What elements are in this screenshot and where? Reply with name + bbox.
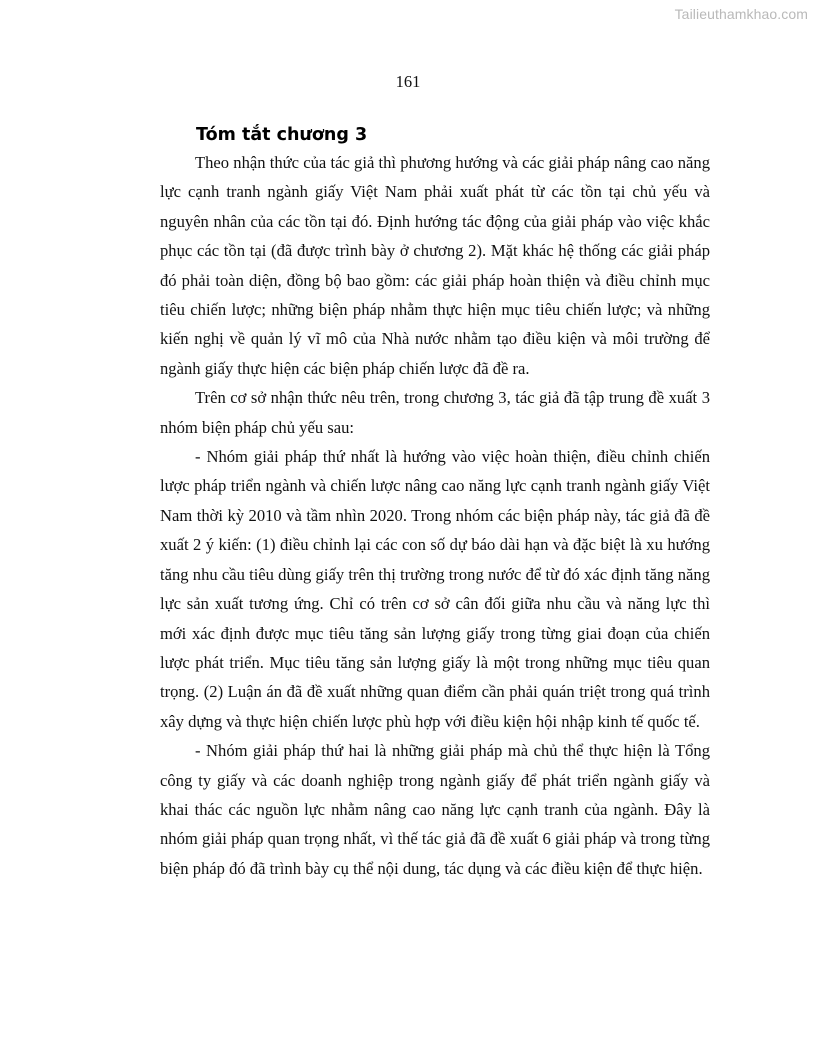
document-body: [160, 122, 710, 883]
chapter-summary-heading: Tóm tắt chương 3: [196, 125, 368, 145]
paragraph-group-one: - Nhóm giải pháp thứ nhất là hướng vào việc hoàn thiện, điều chỉnh chiến lược pháp triển ngành và chiến lược nâng cao năng lực cạnh tranh ngành giấy Việt Nam thời kỳ 2010 và tầm nhìn 2020. Trong nhóm các biện pháp này, tác giả đã đề xuất 2 ý kiến: (1) điều chỉnh lại các con số dự báo dài hạn và đặc biệt là xu hướng tăng nhu cầu tiêu dùng giấy trên thị trường trong nước để từ đó xác định tăng năng lực sản xuất tương ứng. Chỉ có trên cơ sở cân đối giữa nhu cầu và năng lực thì mới xác định được mục tiêu tăng sản lượng giấy trong từng giai đoạn của chiến lược phát triển. Mục tiêu tăng sản lượng giấy là một trong những mục tiêu quan trọng. (2) Luận án đã đề xuất những quan điểm cần phải quán triệt trong quá trình xây dựng và thực hiện chiến lược phù hợp với điều kiện hội nhập kinh tế quốc tế.: [160, 447, 710, 731]
paragraph-overview: Trên cơ sở nhận thức nêu trên, trong chương 3, tác giả đã tập trung đề xuất 3 nhóm biện pháp chủ yếu sau:: [160, 388, 710, 437]
paragraph-intro: Theo nhận thức của tác giả thì phương hướng và các giải pháp nâng cao năng lực cạnh tranh ngành giấy Việt Nam phải xuất phát từ các tồn tại chủ yếu và nguyên nhân của các tồn tại đó. Định hướng tác động của giải pháp vào việc khắc phục các tồn tại (đã được trình bày ở chương 2). Mặt khác hệ thống các giải pháp đó phải toàn diện, đồng bộ bao gồm: các giải pháp hoàn thiện và điều chỉnh mục tiêu chiến lược; những biện pháp nhằm thực hiện mục tiêu chiến lược; và những kiến nghị về quản lý vĩ mô của Nhà nước nhằm tạo điều kiện và môi trường để ngành giấy thực hiện các biện pháp chiến lược đã đề ra.: [160, 153, 710, 378]
watermark: Tailieuthamkhao.com: [674, 6, 808, 22]
paragraph-group-two: - Nhóm giải pháp thứ hai là những giải pháp mà chủ thể thực hiện là Tổng công ty giấy và các doanh nghiệp trong ngành giấy để phát triển ngành giấy và khai thác các nguồn lực nhằm nâng cao năng lực cạnh tranh của ngành. Đây là nhóm giải pháp quan trọng nhất, vì thế tác giả đã đề xuất 6 giải pháp và trong từng biện pháp đó đã trình bày cụ thể nội dung, tác dụng và các điều kiện để thực hiện.: [160, 741, 710, 878]
page-number: 161: [395, 72, 421, 91]
